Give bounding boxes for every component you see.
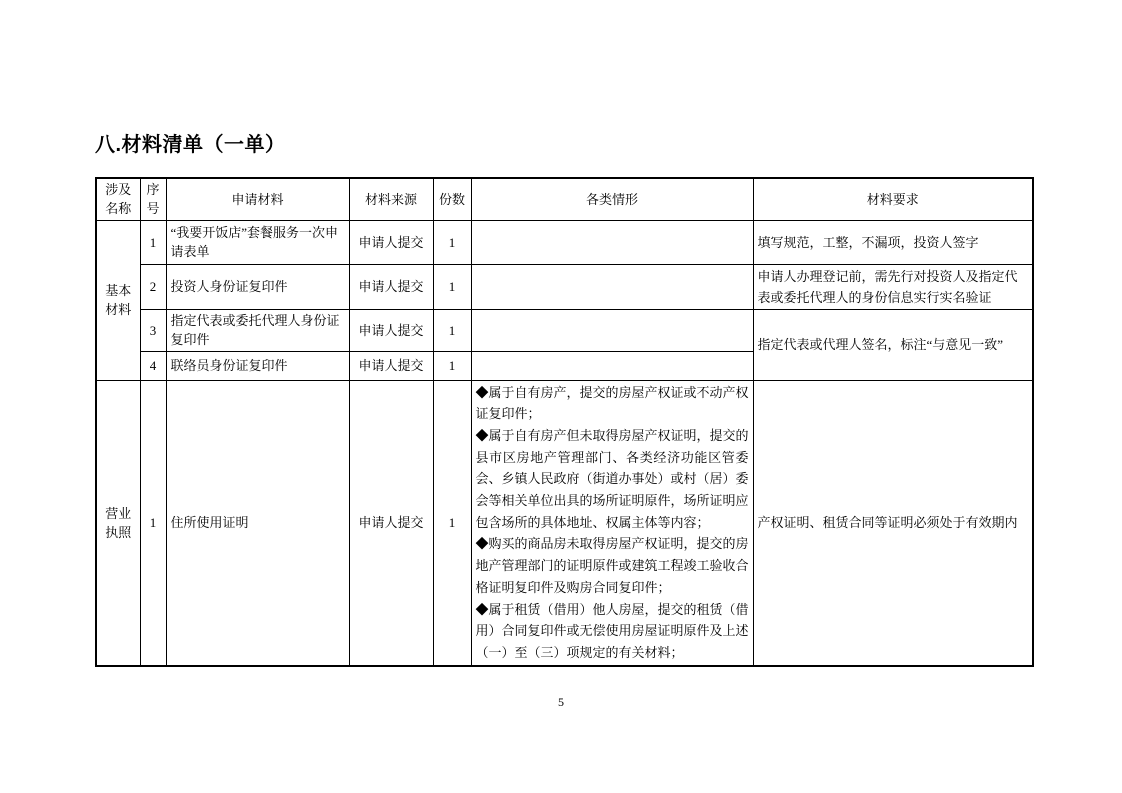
- cell-situations: [471, 264, 753, 309]
- cell-source: 申请人提交: [349, 220, 433, 264]
- cell-material: “我要开饭店”套餐服务一次申请表单: [166, 220, 349, 264]
- cell-source: 申请人提交: [349, 309, 433, 351]
- cell-material: 住所使用证明: [166, 380, 349, 666]
- cell-situations: [471, 351, 753, 380]
- table-row: [96, 264, 1033, 309]
- cell-copies: 1: [433, 309, 471, 351]
- cell-requirements: 申请人办理登记前，需先行对投资人及指定代表或委托代理人的身份信息实行实名验证: [753, 264, 1033, 309]
- cell-source: 申请人提交: [349, 380, 433, 666]
- cell-requirements: 产权证明、租赁合同等证明必须处于有效期内: [753, 380, 1033, 666]
- cell-situations: [471, 220, 753, 264]
- column-header-requirements: 材料要求: [753, 178, 1033, 220]
- table-row: [96, 220, 1033, 264]
- cell-requirements: 填写规范，工整，不漏项，投资人签字: [753, 220, 1033, 264]
- table-row: [96, 309, 1033, 351]
- column-header-copies: 份数: [433, 178, 471, 220]
- cell-copies: 1: [433, 220, 471, 264]
- cell-material: 指定代表或委托代理人身份证复印件: [166, 309, 349, 351]
- cell-no: 1: [140, 380, 166, 666]
- cell-copies: 1: [433, 380, 471, 666]
- cell-situations: [471, 309, 753, 351]
- cell-situations: [471, 380, 753, 666]
- page-title: 八.材料清单（一单）: [95, 134, 286, 156]
- column-header-source: 材料来源: [349, 178, 433, 220]
- cell-copies: 1: [433, 264, 471, 309]
- cell-no: 1: [140, 220, 166, 264]
- situation-item: ◆属于自有房产但未取得房屋产权证明，提交的县市区房地产管理部门、各类经济功能区管委会、乡镇人民政府（街道办事处）或村（居）委会等相关单位出具的场所证明原件，场所证明应包含场所的具体地址、权属主体等内容；: [475, 427, 749, 530]
- cell-requirements: 指定代表或代理人签名，标注“与意见一致”: [753, 309, 1033, 380]
- table-row: [96, 380, 1033, 666]
- cell-no: 4: [140, 351, 166, 380]
- page-number: 5: [558, 695, 564, 709]
- column-header-material: 申请材料: [166, 178, 349, 220]
- situation-item: ◆属于自有房产，提交的房屋产权证或不动产权证复印件；: [475, 384, 749, 422]
- cell-copies: 1: [433, 351, 471, 380]
- group-label-business-license: 营业执照: [96, 380, 140, 666]
- cell-source: 申请人提交: [349, 351, 433, 380]
- cell-source: 申请人提交: [349, 264, 433, 309]
- cell-no: 3: [140, 309, 166, 351]
- column-header-involved: 涉及名称: [96, 178, 140, 220]
- column-header-no: 序号: [140, 178, 166, 220]
- situation-item: ◆属于租赁（借用）他人房屋，提交的租赁（借用）合同复印件或无偿使用房屋证明原件及上述（一）至（三）项规定的有关材料；: [475, 601, 749, 660]
- cell-material: 联络员身份证复印件: [166, 351, 349, 380]
- situation-item: ◆购买的商品房未取得房屋产权证明，提交的房地产管理部门的证明原件或建筑工程竣工验收合格证明复印件及购房合同复印件；: [475, 536, 749, 595]
- materials-table: [95, 177, 1034, 667]
- table-header-row: [96, 178, 1033, 220]
- column-header-situations: 各类情形: [471, 178, 753, 220]
- group-label-basic-materials: 基本材料: [96, 220, 140, 380]
- cell-material: 投资人身份证复印件: [166, 264, 349, 309]
- cell-no: 2: [140, 264, 166, 309]
